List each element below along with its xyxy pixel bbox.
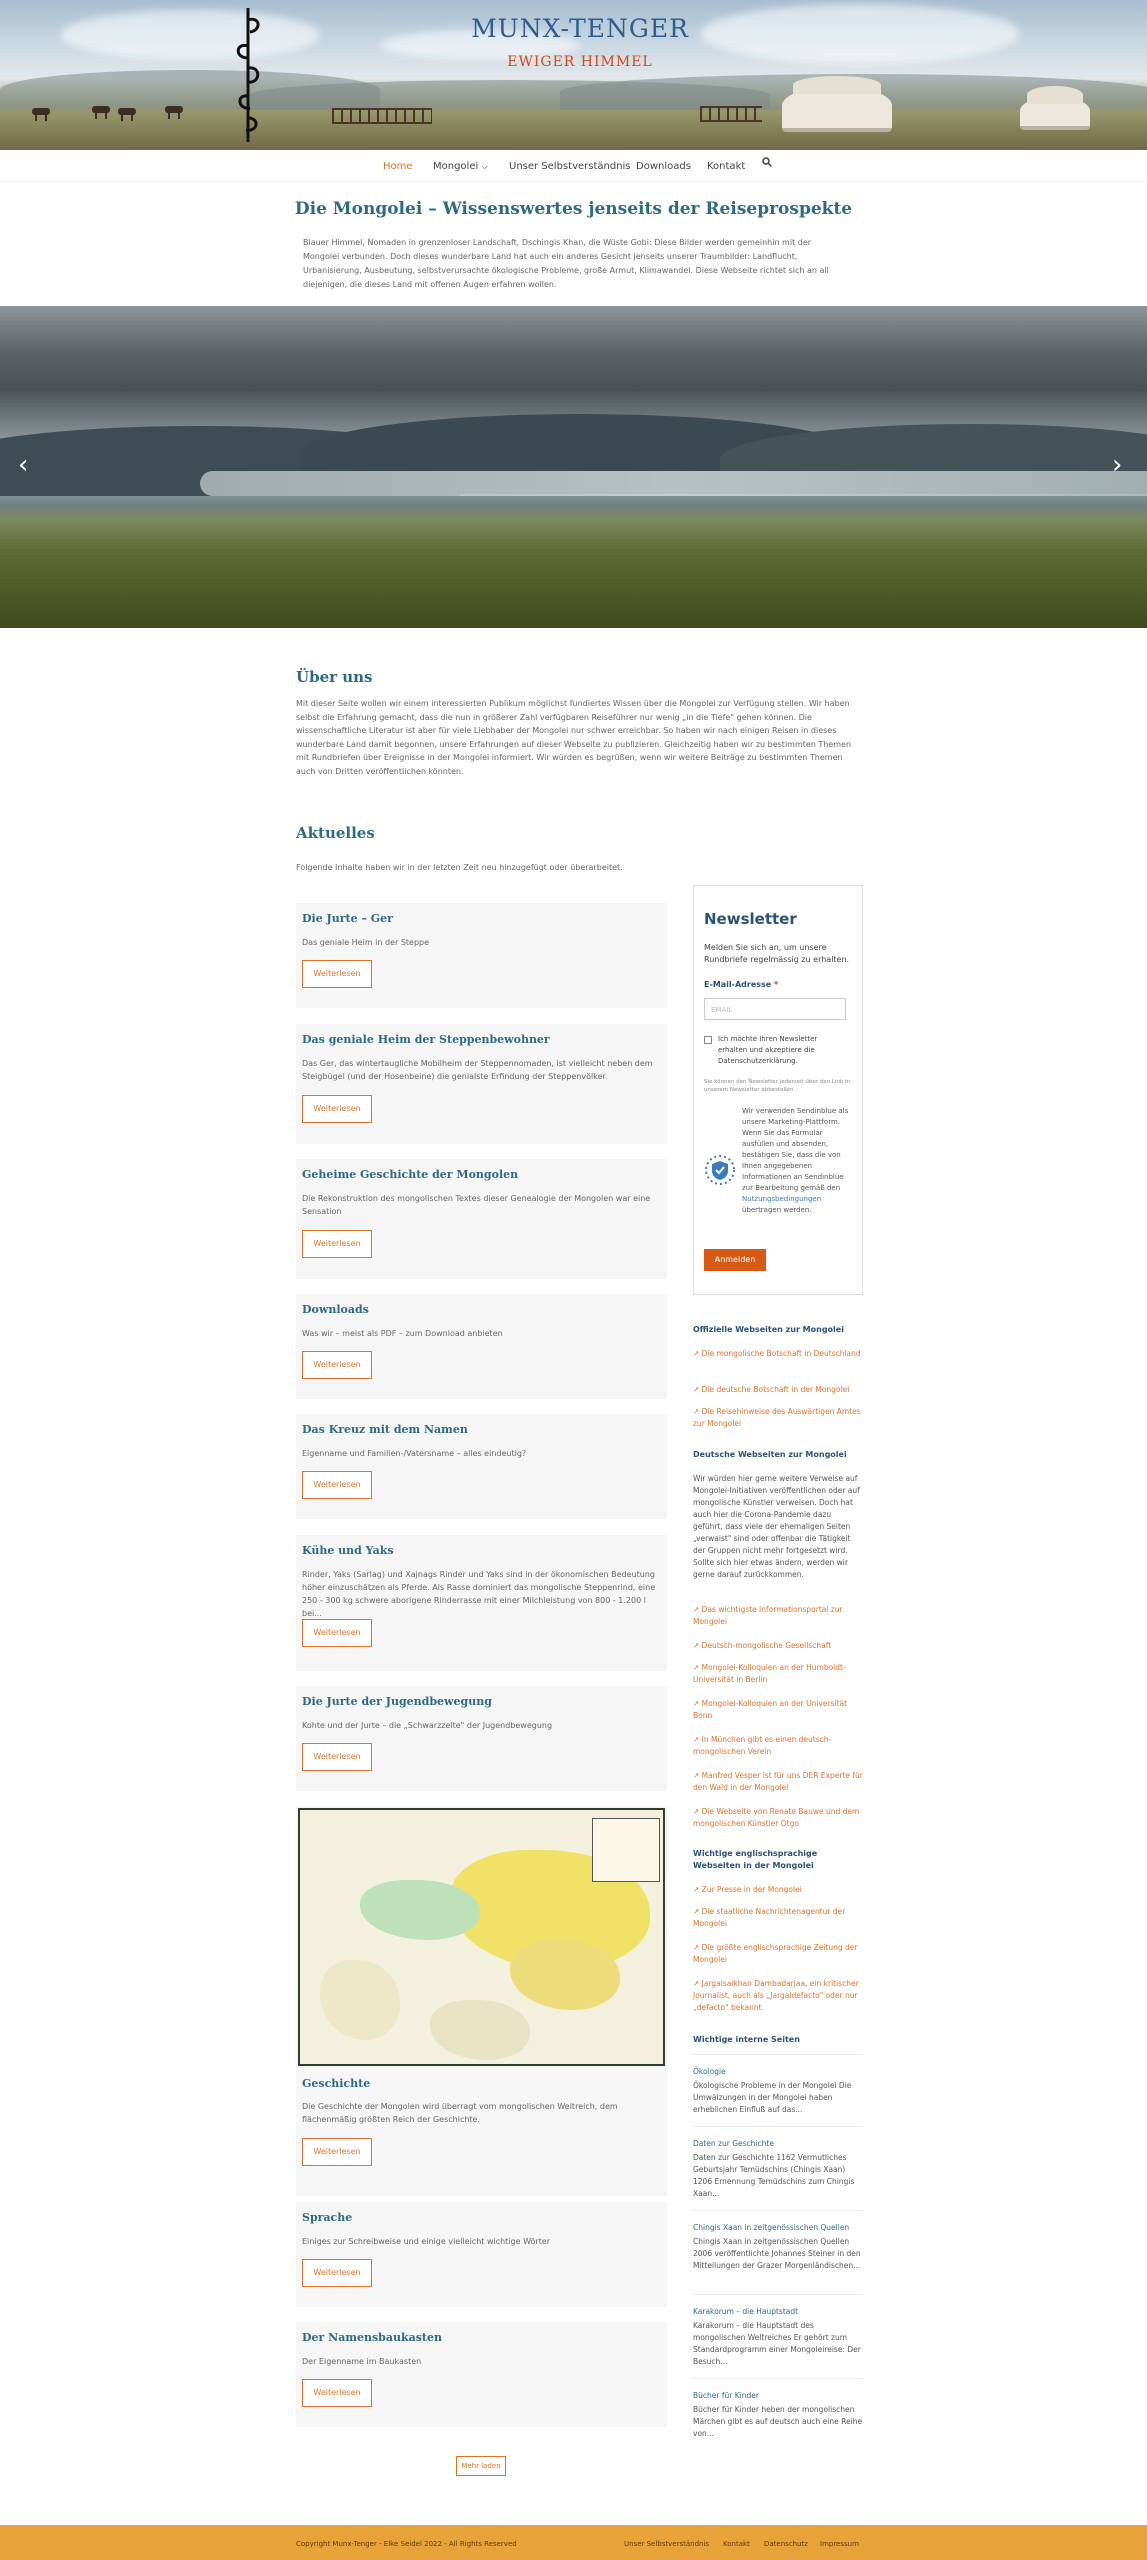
- sidebar-link[interactable]: [693, 1806, 863, 1830]
- sidebar-link-label: Die Webseite von Renate Bauwe und dem mongolischen Künstler Otgo: [693, 1807, 860, 1828]
- about-heading: Über uns: [296, 668, 373, 686]
- external-link-icon: ↗: [693, 1699, 702, 1708]
- sidebar-link[interactable]: [693, 1770, 863, 1794]
- external-link-icon: ↗: [693, 1771, 702, 1780]
- external-link-icon: ↗: [693, 1807, 702, 1816]
- read-more-button[interactable]: Weiterlesen: [302, 1095, 372, 1123]
- nav-downloads[interactable]: Downloads: [636, 161, 691, 172]
- internal-page-excerpt: Ökologische Probleme in der Mongolei Die Umwälzungen in der Mongolei haben erheblichen Einfluß auf das...: [693, 2081, 852, 2114]
- news-card: [296, 1686, 667, 1791]
- internal-page-link[interactable]: Bücher für Kinder: [693, 2391, 759, 2400]
- main-navigation: [0, 150, 1147, 182]
- sidebar-link[interactable]: [693, 1978, 863, 2014]
- sendinblue-notice: [742, 1106, 852, 1216]
- read-more-button[interactable]: Weiterlesen: [302, 1230, 372, 1258]
- news-card: [296, 1806, 667, 2196]
- sendinblue-text: Wir verwenden Sendinblue als unsere Marketing-Plattform. Wenn Sie das Formular ausfüllen und absenden, bestätigen Sie, dass die von Ihnen angegebenen Informationen an Sendinblue zur Bearbeitung gemäß den: [742, 1107, 849, 1192]
- map-legend: [592, 1818, 660, 1882]
- card-excerpt: Rinder, Yaks (Sarlag) und Xajnags Rinder und Yaks sind in der ökonomischen Bedeutung höher einzuschätzen als Pferde. Als Rasse dominiert das mongolische Steppenrind, eine 250 - 300 kg schwere aborigene Rinderrasse mit einer Milchleistung von 800 - 1.200 l bei...: [302, 1570, 656, 1618]
- card-excerpt: Die Rekonstruktion des mongolischen Textes dieser Genealogie der Mongolen war eine Sensation: [302, 1194, 651, 1216]
- map-region: [320, 1960, 400, 2040]
- card-title[interactable]: Downloads: [302, 1303, 369, 1316]
- external-link-icon: ↗: [693, 1943, 702, 1952]
- newsletter-widget: [693, 885, 863, 1295]
- external-link-icon: ↗: [693, 1641, 702, 1650]
- news-card: [296, 903, 667, 1008]
- sidebar-heading-german: Deutsche Webseiten zur Mongolei: [693, 1450, 847, 1459]
- footer: [0, 2525, 1147, 2560]
- news-card: [296, 1024, 667, 1144]
- nav-mongolei-label: Mongolei: [433, 161, 479, 172]
- card-title[interactable]: Die Jurte – Ger: [302, 912, 393, 925]
- sidebar-link[interactable]: [693, 1698, 863, 1722]
- newsletter-title: Newsletter: [704, 910, 797, 928]
- internal-page-link[interactable]: Karakorum – die Hauptstadt: [693, 2307, 799, 2316]
- site-subtitle: EWIGER HIMMEL: [507, 54, 653, 70]
- sidebar-german-text: Wir würden hier gerne weitere Verweise auf Mongolei-Initiativen veröffentlichen oder auf mongolische Künstler verweisen. Doch hat auch hier die Corona-Pandemie dazu geführt, dass viele der ehemaligen Seiten „verwaist" sind oder offenbar die Tätigkeit der Gruppen nicht mehr fortgesetzt wird. Sollte sich hier etwas ändern, werden wir gerne darauf zurückkommen.: [693, 1474, 860, 1579]
- fence: [700, 106, 762, 122]
- sidebar-link-label: Die deutsche Botschaft in der Mongolei: [701, 1385, 850, 1394]
- read-more-button[interactable]: Weiterlesen: [302, 1619, 372, 1647]
- nav-home[interactable]: Home: [383, 161, 413, 172]
- terms-link[interactable]: Nutzungsbedingungen: [742, 1195, 822, 1203]
- news-card: [296, 1414, 667, 1519]
- email-field[interactable]: EMAIL: [704, 998, 846, 1020]
- sidebar-link[interactable]: [693, 1942, 863, 1966]
- read-more-button[interactable]: Weiterlesen: [302, 1743, 372, 1771]
- divider: [693, 2210, 863, 2211]
- card-title[interactable]: Das geniale Heim der Steppenbewohner: [302, 1033, 550, 1046]
- external-link-icon: ↗: [693, 1979, 702, 1988]
- site-title[interactable]: MUNX-TENGER: [471, 14, 689, 43]
- lake: [200, 471, 1147, 496]
- card-excerpt: Der Eigenname im Baukasten: [302, 2357, 422, 2366]
- footer-link-datenschutz[interactable]: Datenschutz: [764, 2540, 808, 2548]
- email-label-text: E-Mail-Adresse: [704, 980, 772, 989]
- read-more-button[interactable]: Weiterlesen: [302, 2259, 372, 2287]
- footer-link-kontakt[interactable]: Kontakt: [723, 2540, 750, 2548]
- read-more-button[interactable]: Weiterlesen: [302, 1471, 372, 1499]
- internal-page-excerpt: Karakorum – die Hauptstadt des mongolischen Weltreiches Er gehört zum Standardprogramm einer Mongoleireise: Der Besuch...: [693, 2321, 861, 2366]
- slider-next-arrow[interactable]: ›: [1112, 450, 1123, 480]
- card-title[interactable]: Der Namensbaukasten: [302, 2331, 443, 2344]
- card-excerpt: Eigenname und Familien-/Vatersname – alles eindeutig?: [302, 1449, 527, 1458]
- newsletter-description: Melden Sie sich an, um unsere Rundbriefe regelmässig zu erhalten.: [704, 943, 850, 964]
- external-link-icon: ↗: [693, 1407, 702, 1416]
- chevron-down-icon: ⌵: [481, 162, 488, 171]
- search-icon[interactable]: [762, 157, 772, 172]
- sidebar-link-label: Mongolei-Kolloquien an der Humboldt-Universität in Berlin: [693, 1663, 846, 1684]
- card-title[interactable]: Geschichte: [302, 2077, 371, 2090]
- consent-label: Ich möchte Ihren Newsletter erhalten und akzeptiere die Datenschutzerklärung.: [718, 1035, 818, 1065]
- internal-page-link[interactable]: Daten zur Geschichte: [693, 2139, 774, 2148]
- map-region: [430, 2000, 530, 2060]
- read-more-button[interactable]: Weiterlesen: [302, 2138, 372, 2166]
- card-excerpt: Kohte und der Jurte – die „Schwarzzelte" der Jugendbewegung: [302, 1721, 553, 1730]
- external-link-icon: ↗: [693, 1605, 702, 1614]
- read-more-button[interactable]: Weiterlesen: [302, 1351, 372, 1379]
- about-text: Mit dieser Seite wollen wir einem interessierten Publikum möglichst fundiertes Wissen über die Mongolei zur Verfügung stellen. Wir haben selbst die Erfahrung gemacht, dass die nun in größerer Zahl verfügbaren Reiseführer nur wenig „in die Tiefe" gehen können. Die wissenschaftliche Literatur ist aber für viele Liebhaber der Mongolei nur schwer erreichbar. So haben wir nach einigen Reisen in dieses wunderbare Land damit begonnen, unsere Erfahrungen auf dieser Webseite zu publizieren. Gleichzeitig haben wir zu bestimmten Themen mit Rundbriefen über Ereignisse in der Mongolei informiert. Wir würden es begrüßen, wenn wir weitere Beiträge zu bestimmten Themen auch von Dritten veröffentlichen könnten.: [296, 699, 852, 776]
- sidebar-link[interactable]: [693, 1384, 863, 1396]
- internal-page-excerpt: Bücher für Kinder heben der mongolischen Märchen gibt es auf deutsch auch eine Reihe von...: [693, 2405, 863, 2438]
- news-card: [296, 1535, 667, 1671]
- copyright: Copyright Munx-Tenger - Elke Seidel 2022 - All Rights Reserved: [296, 2540, 517, 2548]
- sidebar-heading-official: Offizielle Webseiten zur Mongolei: [693, 1325, 844, 1334]
- internal-page-excerpt: Daten zur Geschichte 1162 Vermutliches Geburtsjahr Temüdschins (Chingis Xaan) 1206 Ernennung Temüdschins zum Chingis Xaan...: [693, 2153, 855, 2198]
- external-link-icon: ↗: [693, 1385, 702, 1394]
- sendinblue-after: übertragen werden.: [742, 1206, 812, 1214]
- card-title[interactable]: Kühe und Yaks: [302, 1544, 394, 1557]
- sidebar-link-label: Zur Presse in der Mongolei: [701, 1885, 802, 1894]
- verified-shield-icon: [704, 1154, 736, 1186]
- card-excerpt: Das Ger, das wintertaugliche Mobilheim der Steppennomaden, ist vielleicht neben dem Steigbügel (und der Hosenbeine) die genialste Erfindung der Steppenvölker: [302, 1059, 653, 1081]
- read-more-button[interactable]: Weiterlesen: [302, 2379, 372, 2407]
- slider-prev-arrow[interactable]: ‹: [18, 450, 29, 480]
- divider: [693, 2294, 863, 2295]
- sidebar-link[interactable]: [693, 1734, 863, 1758]
- cloud: [60, 10, 320, 60]
- sidebar-link[interactable]: [693, 1348, 863, 1360]
- divider: [693, 2378, 863, 2379]
- external-link-icon: ↗: [693, 1885, 702, 1894]
- historical-map-image[interactable]: [298, 1808, 665, 2066]
- subscribe-button[interactable]: Anmelden: [704, 1249, 766, 1271]
- news-card: [296, 1294, 667, 1399]
- card-title[interactable]: Die Jurte der Jugendbewegung: [302, 1695, 492, 1708]
- sidebar-link-label: Manfred Vesper ist für uns DER Experte für den Wald in der Mongolei: [693, 1771, 863, 1792]
- fence: [332, 108, 432, 124]
- mongolian-script-logo: [228, 6, 268, 144]
- sidebar-link[interactable]: [693, 1906, 863, 1930]
- divider: [693, 2126, 863, 2127]
- internal-page-excerpt: Chingis Xaan in zeitgenössischen Quellen 2006 veröffentlichte Johannes Steiner in den Mitteilungen der Grazer Morgenländischen...: [693, 2237, 861, 2270]
- sidebar-heading-english: Wichtige englischsprachige Webseiten in der Mongolei: [693, 1849, 818, 1870]
- news-card: [296, 1159, 667, 1279]
- sidebar-link[interactable]: [693, 1406, 863, 1430]
- map-region: [510, 1940, 620, 2010]
- news-card: [296, 2322, 667, 2427]
- external-link-icon: ↗: [693, 1349, 702, 1358]
- horse: [32, 108, 50, 115]
- nav-mongolei[interactable]: [433, 159, 488, 174]
- load-more-button[interactable]: Mehr laden: [456, 2456, 506, 2476]
- card-excerpt: Einiges zur Schreibweise und einige vielleicht wichtige Wörter: [302, 2237, 551, 2246]
- sidebar-link[interactable]: [693, 1640, 863, 1652]
- map-region: [360, 1880, 480, 1940]
- sidebar-link-label: Mongolei-Kolloquien an der Universität Bonn: [693, 1699, 848, 1720]
- read-more-button[interactable]: Weiterlesen: [302, 960, 372, 988]
- card-title[interactable]: Geheime Geschichte der Mongolen: [302, 1168, 519, 1181]
- external-link-icon: ↗: [693, 1735, 702, 1744]
- sidebar-link-label: Die staatliche Nachrichtenagentur der Mongolei: [693, 1907, 846, 1928]
- sidebar-link-label: Deutsch-mongolische Gesellschaft: [701, 1641, 832, 1650]
- external-link-icon: ↗: [693, 1907, 702, 1916]
- sidebar-heading-internal: Wichtige interne Seiten: [693, 2035, 800, 2044]
- horse: [92, 106, 110, 113]
- internal-page-link[interactable]: Chingis Xaan in zeitgenössischen Quellen: [693, 2223, 850, 2232]
- sidebar-link-label: Das wichtigste Informationsportal zur Mongolei: [693, 1605, 843, 1626]
- sidebar-link[interactable]: [693, 1604, 863, 1628]
- card-title[interactable]: Das Kreuz mit dem Namen: [302, 1423, 468, 1436]
- required-mark: *: [773, 980, 779, 989]
- external-link-icon: ↗: [693, 1663, 702, 1672]
- ger-yurt: [1020, 98, 1090, 130]
- header-banner: [0, 0, 1147, 150]
- card-excerpt: Das geniale Heim in der Steppe: [302, 938, 430, 947]
- image-slider[interactable]: [0, 306, 1147, 628]
- unsubscribe-note: Sie können den Newsletter jederzeit über den Link in unserem Newsletter abbestellen.: [704, 1079, 850, 1093]
- intro-text: Blauer Himmel, Nomaden in grenzenloser Landschaft, Dschingis Khan, die Wüste Gobi: Diese Bilder werden gemeinhin mit der Mongolei verbunden. Doch dieses wunderbare Land hat auch ein anderes Gesicht jenseits unserer Traumbilder: Landflucht, Urbanisierung, Ausbeutung, selbstverursachte ökologische Probleme, große Armut, Klimawandel. Diese Webseite richtet sich an all diejenigen, die dieses Land mit offenen Augen erfahren wollen.: [303, 238, 829, 289]
- internal-page-link[interactable]: Ökologie: [693, 2067, 726, 2076]
- sidebar-link[interactable]: [693, 1662, 863, 1686]
- card-excerpt: Was wir – meist als PDF – zum Download anbieten: [302, 1329, 503, 1338]
- news-card: [296, 2202, 667, 2307]
- card-title[interactable]: Sprache: [302, 2211, 353, 2224]
- horse: [118, 108, 136, 115]
- nav-kontakt[interactable]: Kontakt: [707, 161, 746, 172]
- footer-link-impressum[interactable]: Impressum: [820, 2540, 859, 2548]
- ger-yurt: [782, 88, 892, 132]
- nav-selbstverstaendnis[interactable]: Unser Selbstverständnis: [509, 161, 631, 172]
- email-label: [704, 979, 778, 991]
- sidebar-link[interactable]: [693, 1884, 863, 1896]
- horse: [165, 106, 183, 113]
- card-excerpt: Die Geschichte der Mongolen wird überragt vom mongolischen Weltreich, dem flächenmäßig größten Reich der Geschichte.: [302, 2102, 618, 2124]
- consent-checkbox[interactable]: [704, 1036, 712, 1044]
- sidebar-link-label: In München gibt es einen deutsch-mongolischen Verein: [693, 1735, 832, 1756]
- sidebar-link-label: Die Reisehinweise des Auswärtigen Amtes zur Mongolei: [693, 1407, 861, 1428]
- cloud: [700, 4, 1020, 64]
- page-title: Die Mongolei – Wissenswertes jenseits der Reiseprospekte: [294, 199, 853, 219]
- sidebar-link-label: Die mongolische Botschaft in Deutschland: [701, 1349, 861, 1358]
- sidebar-link-label: Die größte englischsprachige Zeitung der Mongolei: [693, 1943, 858, 1964]
- news-heading: Aktuelles: [296, 824, 375, 842]
- divider: [693, 2054, 863, 2055]
- news-intro: Folgende Inhalte haben wir in der letzten Zeit neu hinzugefügt oder überarbeitet.: [296, 863, 623, 872]
- sidebar-link-label: Jargalsaikhan Dambadarjaa, ein kritischer Journalist, auch als „Jargaldefacto" oder nur „defacto" bekannt.: [693, 1979, 859, 2012]
- footer-link-selbstverstaendnis[interactable]: Unser Selbstverständnis: [624, 2540, 710, 2548]
